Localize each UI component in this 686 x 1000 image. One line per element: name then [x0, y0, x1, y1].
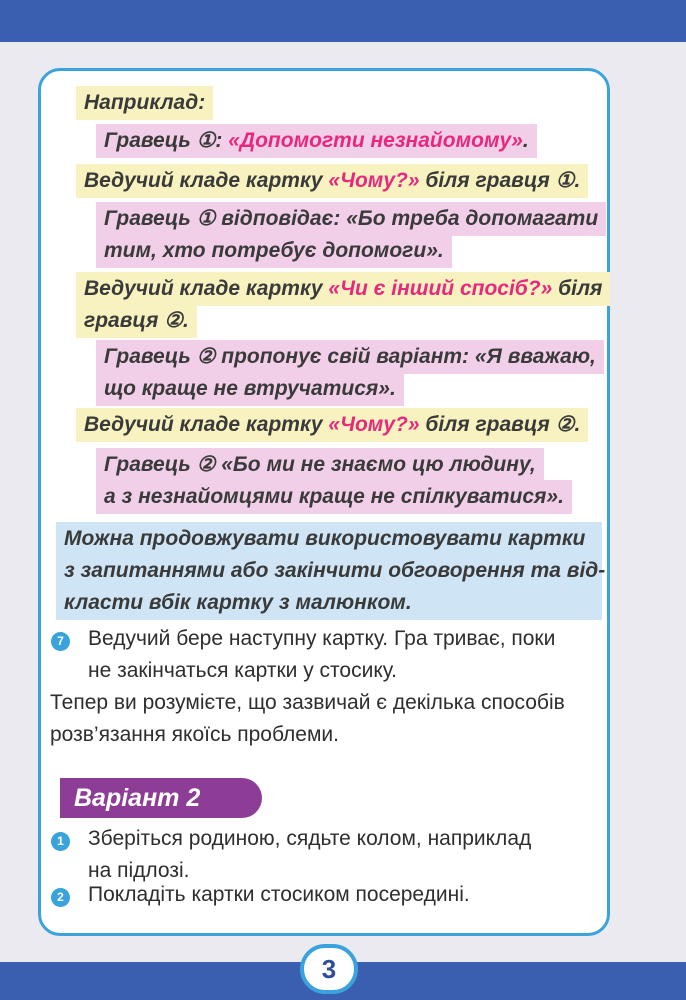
- example-label: Наприклад:: [76, 86, 213, 120]
- variant-step-2-number-icon: 2: [51, 888, 70, 907]
- summary-line-1: Тепер ви розумієте, що зазвичай є декілька способів: [50, 691, 565, 714]
- step-7-line-1: Ведучий бере наступну картку. Гра триває, поки: [88, 627, 556, 650]
- example-line-7a: Гравець ② «Бо ми не знаємо цю людину,: [96, 448, 544, 482]
- example-line-5a: Гравець ② пропонує свій варіант: «Я вважаю,: [96, 340, 604, 374]
- example-line-4a: Ведучий кладе картку «Чи є інший спосіб?» біля: [76, 272, 610, 306]
- variant-2-heading: Варіант 2: [60, 778, 262, 818]
- note-line-1: Можна продовжувати використовувати картки: [56, 522, 602, 556]
- top-color-band: [0, 0, 686, 42]
- example-line-3b: тим, хто потребує допомоги».: [96, 234, 452, 268]
- example-line-3a: Гравець ① відповідає: «Бо треба допомагати: [96, 202, 606, 236]
- step-7-number-icon: 7: [51, 632, 70, 651]
- summary-line-2: розв’язання якоїсь проблеми.: [50, 723, 339, 746]
- example-line-5b: що краще не втручатися».: [96, 372, 404, 406]
- note-line-3: класти вбік картку з малюнком.: [56, 586, 602, 620]
- variant-step-1-number-icon: 1: [51, 832, 70, 851]
- note-line-2: з запитаннями або закінчити обговорення та від-: [56, 554, 602, 588]
- variant-step-2-line-1: Покладіть картки стосиком посередині.: [88, 883, 470, 906]
- example-line-4b: гравця ②.: [76, 304, 197, 338]
- variant-step-1-line-2: на підлозі.: [88, 859, 190, 882]
- step-7-line-2: не закінчаться картки у стосику.: [88, 659, 397, 682]
- example-line-2: Ведучий кладе картку «Чому?» біля гравця ①.: [76, 164, 588, 198]
- page-number: 3: [300, 944, 358, 994]
- example-line-6: Ведучий кладе картку «Чому?» біля гравця ②.: [76, 408, 588, 442]
- variant-step-1-line-1: Зберіться родиною, сядьте колом, наприклад: [88, 827, 532, 850]
- example-line-7b: а з незнайомцями краще не спілкуватися».: [96, 480, 572, 514]
- example-line-1: Гравець ①: «Допомогти незнайомому».: [96, 124, 537, 158]
